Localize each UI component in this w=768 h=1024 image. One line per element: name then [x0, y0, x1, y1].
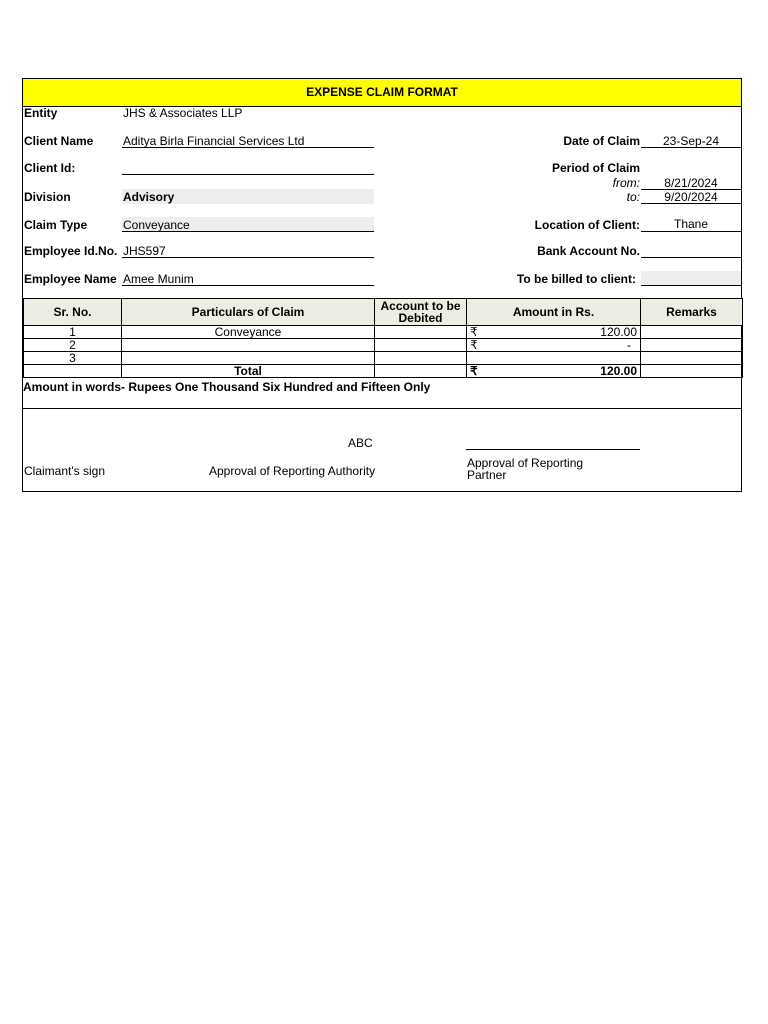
- header-amount: Amount in Rs.: [467, 299, 641, 326]
- claims-table: [23, 298, 743, 378]
- value-division[interactable]: Advisory: [123, 190, 175, 204]
- header-remarks: Remarks: [641, 299, 743, 326]
- cell-sr: 2: [24, 339, 122, 352]
- reporting-authority-approval: Approval of Reporting Authority: [209, 464, 376, 478]
- cell-remarks[interactable]: [641, 339, 743, 352]
- cell-total-empty: [24, 365, 122, 378]
- cell-total-amount: [467, 365, 641, 378]
- total-amount: 120.00: [600, 364, 637, 378]
- reporting-partner-approval: [467, 457, 583, 481]
- cell-account[interactable]: [375, 339, 467, 352]
- bank-account-underline: [641, 257, 742, 258]
- value-location-of-client[interactable]: Thane: [673, 217, 709, 231]
- client-name-underline: [122, 147, 374, 148]
- label-period-from: from:: [612, 176, 640, 190]
- label-client-id: Client Id:: [24, 161, 76, 175]
- employee-id-underline: [122, 257, 374, 258]
- table-row: [24, 339, 743, 352]
- label-bank-account: Bank Account No.: [537, 244, 640, 258]
- cell-total-remarks: [641, 365, 743, 378]
- cell-total-account: [375, 365, 467, 378]
- label-claim-type: Claim Type: [24, 218, 88, 232]
- period-to-underline: [641, 203, 742, 204]
- client-id-underline: [122, 174, 374, 175]
- value-employee-id[interactable]: JHS597: [123, 244, 166, 258]
- rupee-icon: ₹: [470, 364, 478, 378]
- claim-type-underline: [122, 231, 374, 232]
- rupee-icon: ₹: [470, 338, 478, 352]
- label-period-of-claim: Period of Claim: [551, 161, 640, 175]
- location-underline: [641, 231, 742, 232]
- cell-amount[interactable]: [467, 326, 641, 339]
- value-client-name[interactable]: Aditya Birla Financial Services Ltd: [123, 134, 305, 148]
- amount-value: -: [627, 338, 631, 352]
- label-employee-name: Employee Name: [24, 272, 117, 286]
- employee-name-underline: [122, 285, 374, 286]
- divider-line: [23, 408, 742, 409]
- partner-line-2: Partner: [467, 468, 507, 482]
- cell-particulars[interactable]: Conveyance: [122, 326, 375, 339]
- header-sr-no: Sr. No.: [24, 299, 122, 326]
- label-period-to: to:: [626, 190, 640, 204]
- total-label: Total: [122, 365, 375, 378]
- label-billed-to-client: To be billed to client:: [516, 272, 636, 286]
- cell-particulars[interactable]: [122, 352, 375, 365]
- cell-amount[interactable]: [467, 339, 641, 352]
- value-claim-type[interactable]: Conveyance: [123, 218, 190, 232]
- cell-sr: 3: [24, 352, 122, 365]
- value-period-from[interactable]: 8/21/2024: [664, 176, 718, 190]
- label-client-name: Client Name: [24, 134, 94, 148]
- header-particulars: Particulars of Claim: [122, 299, 375, 326]
- label-employee-id: Employee Id.No.: [24, 244, 118, 258]
- partner-line-1: Approval of Reporting: [467, 456, 584, 470]
- label-location-of-client: Location of Client:: [534, 218, 640, 232]
- cell-remarks[interactable]: [641, 352, 743, 365]
- date-of-claim-underline: [641, 147, 742, 148]
- expense-claim-sheet: [22, 78, 742, 492]
- cell-remarks[interactable]: [641, 326, 743, 339]
- amount-in-words: Amount in words- Rupees One Thousand Six Hundred and Fifteen Only: [23, 380, 431, 394]
- cell-account[interactable]: [375, 326, 467, 339]
- value-date-of-claim[interactable]: 23-Sep-24: [662, 134, 720, 148]
- billed-to-client-shade: [641, 271, 741, 285]
- value-entity: JHS & Associates LLP: [123, 106, 243, 120]
- value-employee-name[interactable]: Amee Munim: [123, 272, 194, 286]
- cell-account[interactable]: [375, 352, 467, 365]
- cell-sr: 1: [24, 326, 122, 339]
- form-title: EXPENSE CLAIM FORMAT: [23, 79, 741, 107]
- table-total-row: [24, 365, 743, 378]
- label-division: Division: [24, 190, 71, 204]
- label-date-of-claim: Date of Claim: [563, 134, 640, 148]
- label-entity: Entity: [24, 106, 58, 120]
- cell-particulars[interactable]: [122, 339, 375, 352]
- claimant-sign: Claimant's sign: [24, 464, 105, 478]
- value-period-to[interactable]: 9/20/2024: [664, 190, 718, 204]
- table-row: [24, 352, 743, 365]
- partner-sign-line: [466, 449, 640, 450]
- amount-value: 120.00: [600, 325, 637, 339]
- rupee-icon: ₹: [470, 325, 478, 339]
- header-account-debited: Account to be Debited: [375, 299, 467, 326]
- table-row: [24, 326, 743, 339]
- billed-underline: [641, 285, 742, 286]
- cell-amount[interactable]: [467, 352, 641, 365]
- approver-name: ABC: [348, 436, 373, 450]
- table-header-row: [24, 299, 743, 326]
